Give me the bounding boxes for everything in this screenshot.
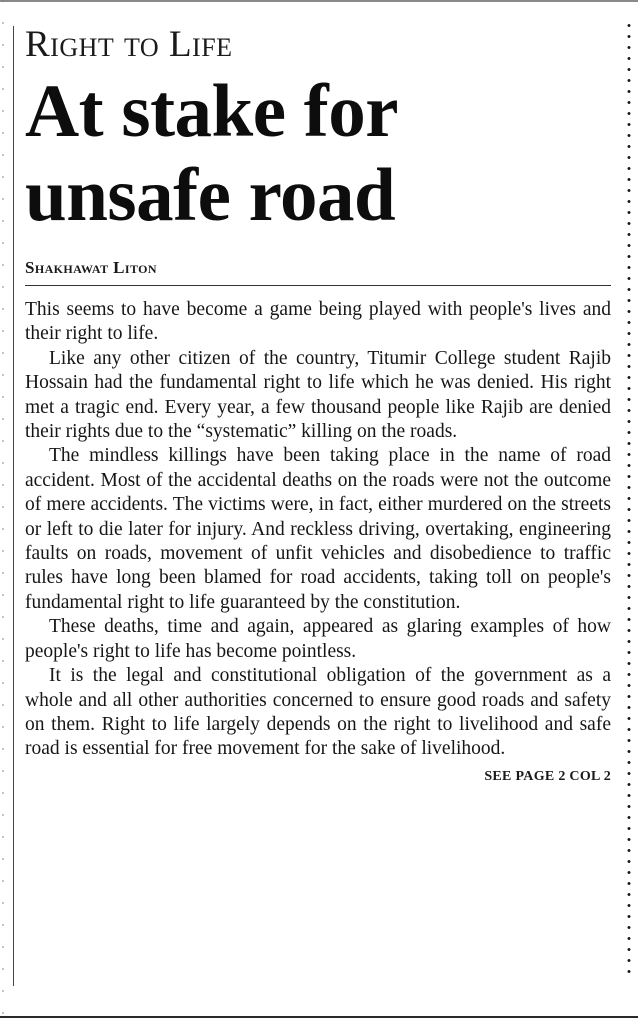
headline-line-1: At stake for: [25, 70, 399, 153]
article-paragraph-2: Like any other citizen of the country, Titumir College student Rajib Hossain had the fundamental right to life which he was denied. His right met a tragic end. Every year, a few thousand people like Rajib are denied their rights due to the “systematic” killing on the roads.: [25, 347, 611, 443]
article-body: [25, 298, 611, 762]
article-paragraph-5: It is the legal and constitutional obligation of the government as a whole and all other authorities concerned to ensure good roads and safety on them. Right to life largely depends on the right to livelihood and safe road is essential for free movement for the sake of livelihood.: [25, 665, 611, 760]
top-border-rule: [0, 0, 638, 2]
continuation-jump-line[interactable]: SEE PAGE 2 COL 2: [484, 768, 611, 784]
left-column-rule: [13, 26, 14, 986]
article-paragraph-4: These deaths, time and again, appeared as glaring examples of how people's right to life has become pointless.: [25, 616, 611, 662]
article-paragraph-3: The mindless killings have been taking place in the name of road accident. Most of the accidental deaths on the roads were not the outcome of mere accidents. The victims were, in fact, either murdered on the streets or left to die later for injury. And reckless driving, overtaking, engineering faults on roads, movement of unfit vehicles and disobedience to traffic rules have long been blamed for road accidents, taking toll on people's fundamental right to life guaranteed by the constitution.: [25, 445, 611, 613]
newspaper-article: [25, 22, 615, 785]
article-byline: Shakhawat Liton: [25, 258, 157, 277]
headline-line-2: unsafe road: [25, 154, 396, 237]
right-dotted-border: [626, 20, 632, 980]
left-margin-dots: [0, 0, 6, 1027]
bottom-border-rule: [0, 1016, 638, 1018]
article-headline: [25, 70, 615, 238]
article-kicker: Right to Life: [25, 24, 233, 65]
byline-divider: [25, 285, 611, 286]
article-paragraph-1: This seems to have become a game being played with people's lives and their right to life.: [25, 299, 611, 345]
